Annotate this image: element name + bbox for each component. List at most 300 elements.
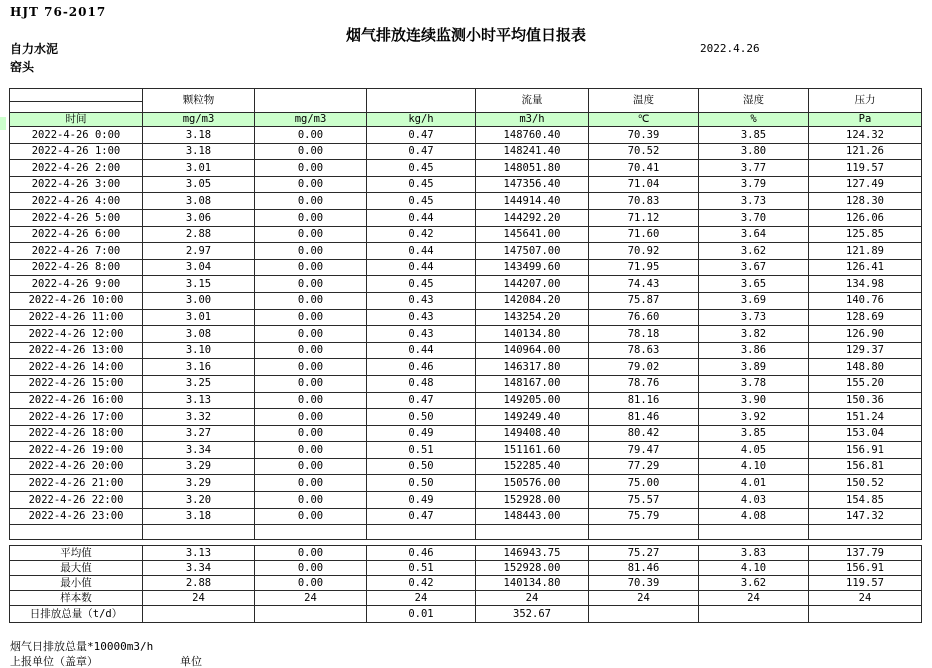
- value-cell: 3.08: [143, 326, 255, 343]
- value-cell: 78.63: [589, 342, 699, 359]
- value-cell: 155.20: [809, 375, 922, 392]
- value-cell: 0.00: [255, 292, 367, 309]
- summary-value-cell: 75.27: [589, 546, 699, 561]
- hour-row: [10, 176, 922, 193]
- summary-value-cell: 2.88: [143, 576, 255, 591]
- value-cell: 0.48: [367, 375, 476, 392]
- value-cell: 0.00: [255, 425, 367, 442]
- summary-value-cell: 140134.80: [476, 576, 589, 591]
- value-cell: 0.45: [367, 176, 476, 193]
- value-cell: 81.16: [589, 392, 699, 409]
- value-cell: 71.04: [589, 176, 699, 193]
- hour-row: [10, 292, 922, 309]
- hour-row: [10, 342, 922, 359]
- value-cell: 0.00: [255, 392, 367, 409]
- value-cell: 0.44: [367, 209, 476, 226]
- value-cell: 0.47: [367, 143, 476, 160]
- empty-cell: [699, 525, 809, 540]
- time-header-cell: 时间: [10, 113, 143, 127]
- unit-header-row: [10, 113, 922, 127]
- value-cell: 0.43: [367, 292, 476, 309]
- value-cell: 0.50: [367, 475, 476, 492]
- value-cell: 71.12: [589, 209, 699, 226]
- value-cell: 3.13: [143, 392, 255, 409]
- summary-value-cell: 24: [809, 591, 922, 606]
- value-cell: 4.08: [699, 508, 809, 525]
- summary-label-cell: 日排放总量（t/d）: [10, 606, 143, 623]
- value-cell: 3.85: [699, 127, 809, 144]
- report-unit-label: 上报单位（盖章）: [10, 655, 98, 668]
- time-cell: 2022-4-26 12:00: [10, 326, 143, 343]
- value-cell: 148167.00: [476, 375, 589, 392]
- empty-cell: [10, 525, 143, 540]
- time-cell: 2022-4-26 20:00: [10, 458, 143, 475]
- hour-row: [10, 326, 922, 343]
- value-cell: 3.90: [699, 392, 809, 409]
- time-cell: 2022-4-26 14:00: [10, 359, 143, 376]
- time-cell: 2022-4-26 8:00: [10, 259, 143, 276]
- summary-value-cell: 0.01: [367, 606, 476, 623]
- value-cell: 140.76: [809, 292, 922, 309]
- value-cell: 0.00: [255, 508, 367, 525]
- time-cell: 2022-4-26 11:00: [10, 309, 143, 326]
- value-cell: 134.98: [809, 276, 922, 293]
- hour-row: [10, 309, 922, 326]
- value-cell: 3.27: [143, 425, 255, 442]
- hour-row: [10, 409, 922, 426]
- value-cell: 156.81: [809, 458, 922, 475]
- value-cell: 0.00: [255, 409, 367, 426]
- summary-value-cell: 137.79: [809, 546, 922, 561]
- value-cell: 3.78: [699, 375, 809, 392]
- summary-value-cell: 119.57: [809, 576, 922, 591]
- value-cell: 126.41: [809, 259, 922, 276]
- value-cell: 3.10: [143, 342, 255, 359]
- value-cell: 0.00: [255, 458, 367, 475]
- value-cell: 4.10: [699, 458, 809, 475]
- time-cell: 2022-4-26 23:00: [10, 508, 143, 525]
- value-cell: 121.26: [809, 143, 922, 160]
- value-cell: 0.47: [367, 392, 476, 409]
- hourly-table: [9, 88, 922, 540]
- standard-code: HJT 76-2017: [10, 5, 107, 19]
- value-cell: 3.18: [143, 508, 255, 525]
- value-cell: 0.00: [255, 127, 367, 144]
- value-cell: 0.45: [367, 276, 476, 293]
- value-cell: 126.90: [809, 326, 922, 343]
- summary-value-cell: [699, 606, 809, 623]
- summary-label-cell: 最小值: [10, 576, 143, 591]
- group-header-blank: [367, 89, 476, 113]
- time-cell: 2022-4-26 4:00: [10, 193, 143, 210]
- hour-row: [10, 226, 922, 243]
- summary-label-cell: 平均值: [10, 546, 143, 561]
- summary-value-cell: 3.62: [699, 576, 809, 591]
- value-cell: 0.50: [367, 409, 476, 426]
- report-title: 烟气排放连续监测小时平均值日报表: [345, 26, 586, 44]
- value-cell: 0.00: [255, 326, 367, 343]
- summary-label-cell: 样本数: [10, 591, 143, 606]
- value-cell: 2.97: [143, 243, 255, 260]
- value-cell: 0.00: [255, 143, 367, 160]
- group-header-humidity: 湿度: [699, 89, 809, 113]
- summary-value-cell: [143, 606, 255, 623]
- value-cell: 75.00: [589, 475, 699, 492]
- hour-row: [10, 127, 922, 144]
- value-cell: 0.43: [367, 309, 476, 326]
- value-cell: 0.00: [255, 176, 367, 193]
- frozen-row-sliver: [0, 117, 6, 130]
- value-cell: 0.47: [367, 127, 476, 144]
- empty-cell: [476, 525, 589, 540]
- summary-value-cell: 146943.75: [476, 546, 589, 561]
- value-cell: 0.50: [367, 458, 476, 475]
- hour-row: [10, 259, 922, 276]
- unit-header-cell: kg/h: [367, 113, 476, 127]
- value-cell: 75.79: [589, 508, 699, 525]
- value-cell: 3.04: [143, 259, 255, 276]
- value-cell: 0.00: [255, 193, 367, 210]
- summary-table: [9, 545, 922, 623]
- value-cell: 0.42: [367, 226, 476, 243]
- value-cell: 81.46: [589, 409, 699, 426]
- value-cell: 148.80: [809, 359, 922, 376]
- value-cell: 3.86: [699, 342, 809, 359]
- value-cell: 0.00: [255, 276, 367, 293]
- summary-value-cell: 0.00: [255, 546, 367, 561]
- value-cell: 148241.40: [476, 143, 589, 160]
- value-cell: 3.08: [143, 193, 255, 210]
- value-cell: 140134.80: [476, 326, 589, 343]
- value-cell: 78.18: [589, 326, 699, 343]
- value-cell: 3.89: [699, 359, 809, 376]
- value-cell: 0.00: [255, 243, 367, 260]
- value-cell: 3.80: [699, 143, 809, 160]
- value-cell: 0.43: [367, 326, 476, 343]
- value-cell: 70.39: [589, 127, 699, 144]
- value-cell: 144914.40: [476, 193, 589, 210]
- summary-value-cell: 0.51: [367, 561, 476, 576]
- value-cell: 3.00: [143, 292, 255, 309]
- value-cell: 78.76: [589, 375, 699, 392]
- footer-line: [10, 653, 410, 668]
- summary-row: [10, 546, 922, 561]
- value-cell: 146317.80: [476, 359, 589, 376]
- value-cell: 70.41: [589, 160, 699, 177]
- value-cell: 0.00: [255, 442, 367, 459]
- summary-value-cell: 152928.00: [476, 561, 589, 576]
- empty-cell: [367, 525, 476, 540]
- flow-total-note: 烟气日排放总量*10000m3/h: [10, 640, 154, 653]
- hour-row: [10, 475, 922, 492]
- header-blank-cell: [10, 102, 143, 113]
- value-cell: 3.92: [699, 409, 809, 426]
- summary-value-cell: 0.42: [367, 576, 476, 591]
- value-cell: 140964.00: [476, 342, 589, 359]
- value-cell: 3.69: [699, 292, 809, 309]
- value-cell: 3.67: [699, 259, 809, 276]
- value-cell: 3.34: [143, 442, 255, 459]
- hour-row: [10, 209, 922, 226]
- value-cell: 3.20: [143, 492, 255, 509]
- time-cell: 2022-4-26 15:00: [10, 375, 143, 392]
- hour-row: [10, 143, 922, 160]
- value-cell: 151.24: [809, 409, 922, 426]
- unit-header-cell: ℃: [589, 113, 699, 127]
- value-cell: 145641.00: [476, 226, 589, 243]
- value-cell: 153.04: [809, 425, 922, 442]
- unit-header-cell: mg/m3: [255, 113, 367, 127]
- value-cell: 4.01: [699, 475, 809, 492]
- value-cell: 0.00: [255, 209, 367, 226]
- summary-value-cell: 3.83: [699, 546, 809, 561]
- group-header-temperature: 温度: [589, 89, 699, 113]
- value-cell: 147.32: [809, 508, 922, 525]
- value-cell: 0.45: [367, 193, 476, 210]
- time-cell: 2022-4-26 17:00: [10, 409, 143, 426]
- value-cell: 0.00: [255, 475, 367, 492]
- time-cell: 2022-4-26 3:00: [10, 176, 143, 193]
- value-cell: 71.60: [589, 226, 699, 243]
- value-cell: 150.52: [809, 475, 922, 492]
- hour-row: [10, 508, 922, 525]
- summary-value-cell: 0.46: [367, 546, 476, 561]
- value-cell: 143499.60: [476, 259, 589, 276]
- value-cell: 149249.40: [476, 409, 589, 426]
- summary-value-cell: 3.34: [143, 561, 255, 576]
- table-header: [10, 89, 922, 127]
- time-cell: 2022-4-26 13:00: [10, 342, 143, 359]
- time-cell: 2022-4-26 0:00: [10, 127, 143, 144]
- station-name: 窑头: [10, 60, 35, 74]
- value-cell: 129.37: [809, 342, 922, 359]
- value-cell: 0.00: [255, 226, 367, 243]
- value-cell: 3.82: [699, 326, 809, 343]
- value-cell: 0.00: [255, 309, 367, 326]
- value-cell: 0.49: [367, 492, 476, 509]
- value-cell: 70.92: [589, 243, 699, 260]
- summary-value-cell: 24: [255, 591, 367, 606]
- unit-header-cell: mg/m3: [143, 113, 255, 127]
- group-header-row: [10, 89, 922, 102]
- value-cell: 149408.40: [476, 425, 589, 442]
- value-cell: 3.29: [143, 458, 255, 475]
- hour-row: [10, 243, 922, 260]
- time-cell: 2022-4-26 18:00: [10, 425, 143, 442]
- time-cell: 2022-4-26 9:00: [10, 276, 143, 293]
- value-cell: 3.29: [143, 475, 255, 492]
- summary-value-cell: 3.13: [143, 546, 255, 561]
- value-cell: 3.65: [699, 276, 809, 293]
- value-cell: 150576.00: [476, 475, 589, 492]
- value-cell: 147356.40: [476, 176, 589, 193]
- value-cell: 3.73: [699, 193, 809, 210]
- value-cell: 3.64: [699, 226, 809, 243]
- value-cell: 3.18: [143, 127, 255, 144]
- hour-row: [10, 160, 922, 177]
- value-cell: 0.44: [367, 259, 476, 276]
- value-cell: 144207.00: [476, 276, 589, 293]
- value-cell: 3.79: [699, 176, 809, 193]
- summary-value-cell: 81.46: [589, 561, 699, 576]
- value-cell: 3.70: [699, 209, 809, 226]
- value-cell: 0.44: [367, 342, 476, 359]
- value-cell: 0.00: [255, 359, 367, 376]
- value-cell: 0.46: [367, 359, 476, 376]
- summary-row: [10, 591, 922, 606]
- value-cell: 142084.20: [476, 292, 589, 309]
- summary-value-cell: [809, 606, 922, 623]
- group-header-pm: 颗粒物: [143, 89, 255, 113]
- time-cell: 2022-4-26 7:00: [10, 243, 143, 260]
- hour-row: [10, 425, 922, 442]
- hour-row: [10, 442, 922, 459]
- value-cell: 3.18: [143, 143, 255, 160]
- time-cell: 2022-4-26 6:00: [10, 226, 143, 243]
- value-cell: 121.89: [809, 243, 922, 260]
- value-cell: 75.57: [589, 492, 699, 509]
- value-cell: 3.25: [143, 375, 255, 392]
- value-cell: 3.01: [143, 160, 255, 177]
- time-cell: 2022-4-26 21:00: [10, 475, 143, 492]
- value-cell: 0.47: [367, 508, 476, 525]
- value-cell: 143254.20: [476, 309, 589, 326]
- value-cell: 3.85: [699, 425, 809, 442]
- value-cell: 128.69: [809, 309, 922, 326]
- value-cell: 0.44: [367, 243, 476, 260]
- summary-value-cell: 24: [476, 591, 589, 606]
- hour-row: [10, 375, 922, 392]
- value-cell: 119.57: [809, 160, 922, 177]
- value-cell: 154.85: [809, 492, 922, 509]
- value-cell: 3.01: [143, 309, 255, 326]
- value-cell: 127.49: [809, 176, 922, 193]
- value-cell: 3.73: [699, 309, 809, 326]
- summary-value-cell: 4.10: [699, 561, 809, 576]
- summary-value-cell: 24: [699, 591, 809, 606]
- empty-cell: [143, 525, 255, 540]
- header-blank-cell: [10, 89, 143, 102]
- value-cell: 76.60: [589, 309, 699, 326]
- summary-row: [10, 576, 922, 591]
- value-cell: 0.00: [255, 375, 367, 392]
- value-cell: 148051.80: [476, 160, 589, 177]
- value-cell: 3.06: [143, 209, 255, 226]
- hour-row: [10, 392, 922, 409]
- value-cell: 148760.40: [476, 127, 589, 144]
- hour-row: [10, 276, 922, 293]
- value-cell: 3.05: [143, 176, 255, 193]
- value-cell: 0.49: [367, 425, 476, 442]
- time-cell: 2022-4-26 22:00: [10, 492, 143, 509]
- summary-value-cell: [589, 606, 699, 623]
- summary-value-cell: 24: [367, 591, 476, 606]
- value-cell: 0.00: [255, 342, 367, 359]
- time-cell: 2022-4-26 10:00: [10, 292, 143, 309]
- value-cell: 151161.60: [476, 442, 589, 459]
- value-cell: 147507.00: [476, 243, 589, 260]
- value-cell: 0.00: [255, 259, 367, 276]
- unit-header-cell: Pa: [809, 113, 922, 127]
- empty-cell: [255, 525, 367, 540]
- summary-value-cell: 156.91: [809, 561, 922, 576]
- summary-value-cell: [255, 606, 367, 623]
- hour-row: [10, 359, 922, 376]
- value-cell: 152928.00: [476, 492, 589, 509]
- value-cell: 4.03: [699, 492, 809, 509]
- hour-row: [10, 458, 922, 475]
- value-cell: 79.47: [589, 442, 699, 459]
- value-cell: 0.00: [255, 492, 367, 509]
- summary-value-cell: 0.00: [255, 561, 367, 576]
- value-cell: 75.87: [589, 292, 699, 309]
- value-cell: 125.85: [809, 226, 922, 243]
- unit-label: 单位: [180, 655, 202, 668]
- summary-row: [10, 606, 922, 623]
- value-cell: 0.00: [255, 160, 367, 177]
- summary-value-cell: 24: [589, 591, 699, 606]
- report-date: 2022.4.26: [700, 42, 760, 55]
- time-cell: 2022-4-26 19:00: [10, 442, 143, 459]
- group-header-pressure: 压力: [809, 89, 922, 113]
- value-cell: 150.36: [809, 392, 922, 409]
- value-cell: 2.88: [143, 226, 255, 243]
- time-cell: 2022-4-26 16:00: [10, 392, 143, 409]
- value-cell: 3.32: [143, 409, 255, 426]
- value-cell: 0.51: [367, 442, 476, 459]
- value-cell: 70.52: [589, 143, 699, 160]
- value-cell: 74.43: [589, 276, 699, 293]
- time-cell: 2022-4-26 1:00: [10, 143, 143, 160]
- value-cell: 77.29: [589, 458, 699, 475]
- hour-rows: [10, 127, 922, 540]
- value-cell: 3.62: [699, 243, 809, 260]
- value-cell: 149205.00: [476, 392, 589, 409]
- value-cell: 3.15: [143, 276, 255, 293]
- summary-rows: [10, 546, 922, 623]
- summary-value-cell: 24: [143, 591, 255, 606]
- group-header-flow: 流量: [476, 89, 589, 113]
- empty-cell: [589, 525, 699, 540]
- summary-value-cell: 0.00: [255, 576, 367, 591]
- empty-row: [10, 525, 922, 540]
- value-cell: 71.95: [589, 259, 699, 276]
- value-cell: 3.77: [699, 160, 809, 177]
- hour-row: [10, 492, 922, 509]
- value-cell: 144292.20: [476, 209, 589, 226]
- value-cell: 0.45: [367, 160, 476, 177]
- empty-cell: [809, 525, 922, 540]
- value-cell: 126.06: [809, 209, 922, 226]
- group-header-blank: [255, 89, 367, 113]
- summary-row: [10, 561, 922, 576]
- value-cell: 148443.00: [476, 508, 589, 525]
- value-cell: 156.91: [809, 442, 922, 459]
- value-cell: 4.05: [699, 442, 809, 459]
- value-cell: 128.30: [809, 193, 922, 210]
- value-cell: 80.42: [589, 425, 699, 442]
- unit-header-cell: m3/h: [476, 113, 589, 127]
- value-cell: 70.83: [589, 193, 699, 210]
- time-cell: 2022-4-26 2:00: [10, 160, 143, 177]
- summary-value-cell: 352.67: [476, 606, 589, 623]
- unit-header-cell: %: [699, 113, 809, 127]
- company-name: 自力水泥: [10, 42, 59, 56]
- summary-label-cell: 最大值: [10, 561, 143, 576]
- time-cell: 2022-4-26 5:00: [10, 209, 143, 226]
- value-cell: 152285.40: [476, 458, 589, 475]
- value-cell: 124.32: [809, 127, 922, 144]
